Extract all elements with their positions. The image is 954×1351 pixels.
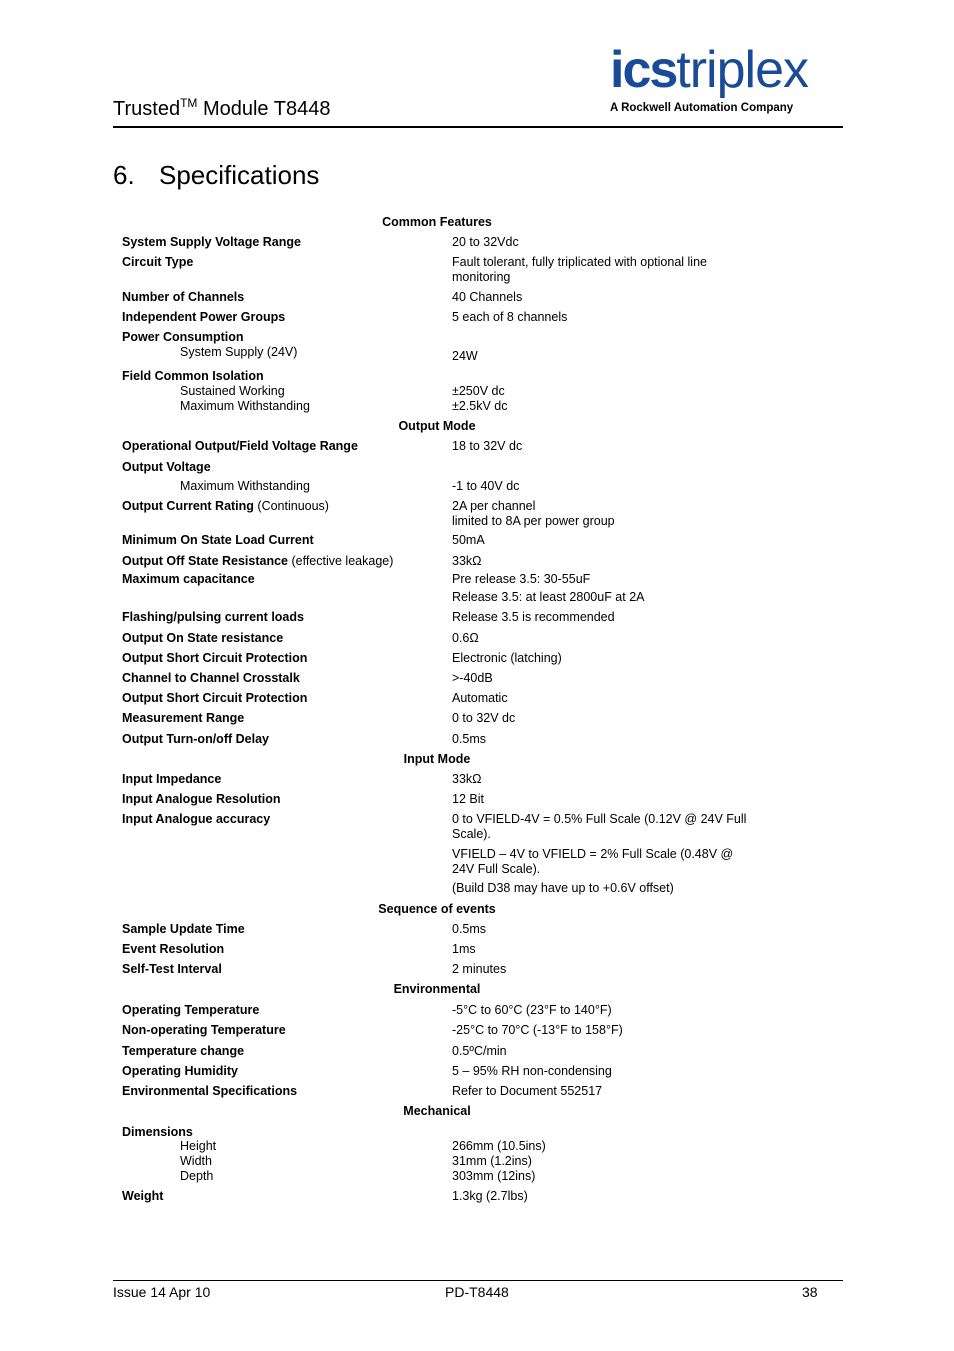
spec-value: 24W: [452, 349, 478, 363]
spec-value: Pre release 3.5: 30-55uF: [452, 572, 591, 586]
spec-label: Input Impedance: [122, 772, 222, 786]
spec-value: ±250V dc: [452, 384, 505, 398]
spec-value: 50mA: [452, 533, 485, 547]
spec-label: Operating Temperature: [122, 1003, 260, 1017]
spec-value: 40 Channels: [452, 290, 523, 304]
spec-label: Measurement Range: [122, 711, 245, 725]
spec-label-note: (effective leakage): [288, 554, 394, 568]
logo-tagline: A Rockwell Automation Company: [610, 102, 794, 114]
spec-value: 303mm (12ins): [452, 1169, 536, 1183]
spec-label: Operating Humidity: [122, 1064, 238, 1078]
spec-label: System Supply Voltage Range: [122, 235, 301, 249]
spec-label: Temperature change: [122, 1044, 245, 1058]
document-title: [113, 98, 330, 121]
spec-value: 1ms: [452, 942, 476, 956]
spec-value: 0 to VFIELD-4V = 0.5% Full Scale (0.12V @ 24V Full Scale).: [452, 812, 747, 841]
spec-label: Input Analogue accuracy: [122, 812, 271, 826]
title-suffix: Module T8448: [197, 98, 331, 120]
spec-sublabel: Height: [180, 1139, 217, 1153]
spec-sublabel: Maximum Withstanding: [180, 399, 310, 413]
spec-value: 0.5ms: [452, 732, 487, 746]
spec-label: Circuit Type: [122, 255, 194, 269]
footer-issue: Issue 14 Apr 10: [113, 1284, 211, 1300]
spec-value: -1 to 40V dc: [452, 479, 520, 493]
spec-label: Output Off State Resistance: [122, 554, 288, 568]
spec-value: 2 minutes: [452, 962, 507, 976]
spec-value: Release 3.5 is recommended: [452, 610, 615, 624]
group-heading-output: Output Mode: [398, 419, 476, 433]
spec-sublabel: Width: [180, 1154, 212, 1168]
spec-label: Output Turn-on/off Delay: [122, 732, 269, 746]
spec-label: Weight: [122, 1189, 164, 1203]
logo-triplex: triplex: [676, 41, 809, 99]
spec-value: Release 3.5: at least 2800uF at 2A: [452, 590, 645, 604]
spec-value: limited to 8A per power group: [452, 514, 615, 528]
spec-value: 31mm (1.2ins): [452, 1154, 532, 1168]
spec-value: 33kΩ: [452, 554, 482, 568]
spec-label: Channel to Channel Crosstalk: [122, 671, 300, 685]
header-divider: [113, 126, 843, 128]
spec-value: >-40dB: [452, 671, 493, 685]
spec-sublabel: Sustained Working: [180, 384, 285, 398]
spec-sublabel: Depth: [180, 1169, 214, 1183]
spec-label: Input Analogue Resolution: [122, 792, 281, 806]
spec-label: Output Short Circuit Protection: [122, 651, 308, 665]
spec-value: Refer to Document 552517: [452, 1084, 603, 1098]
spec-label: Field Common Isolation: [122, 369, 264, 383]
logo-ics: ics: [610, 41, 677, 99]
group-heading-environmental: Environmental: [393, 982, 481, 996]
spec-value: 5 – 95% RH non-condensing: [452, 1064, 612, 1078]
section-number: 6.: [113, 160, 135, 190]
spec-value: 33kΩ: [452, 772, 482, 786]
spec-label: Self-Test Interval: [122, 962, 222, 976]
spec-value: 0 to 32V dc: [452, 711, 516, 725]
spec-value: 18 to 32V dc: [452, 439, 523, 453]
spec-label: Operational Output/Field Voltage Range: [122, 439, 358, 453]
footer-page-number: 38: [802, 1284, 818, 1300]
spec-label: Number of Channels: [122, 290, 245, 304]
company-logo: [610, 41, 845, 114]
spec-value: 0.5ms: [452, 922, 487, 936]
spec-value: 12 Bit: [452, 792, 484, 806]
spec-label: Power Consumption: [122, 330, 244, 344]
group-heading-mechanical: Mechanical: [403, 1104, 471, 1118]
spec-value: 5 each of 8 channels: [452, 310, 568, 324]
spec-value: 20 to 32Vdc: [452, 235, 519, 249]
spec-label: Non-operating Temperature: [122, 1023, 286, 1037]
spec-label: Environmental Specifications: [122, 1084, 298, 1098]
spec-value: Electronic (latching): [452, 651, 562, 665]
spec-label: Output Short Circuit Protection: [122, 691, 308, 705]
spec-sublabel: System Supply (24V): [180, 345, 298, 359]
spec-label-note: (Continuous): [253, 499, 329, 513]
spec-value: 2A per channel: [452, 499, 536, 513]
section-heading: [113, 160, 319, 191]
spec-label: Sample Update Time: [122, 922, 245, 936]
section-title: Specifications: [159, 160, 320, 190]
group-heading-input: Input Mode: [403, 752, 471, 766]
spec-label: Maximum capacitance: [122, 572, 255, 586]
spec-label: Event Resolution: [122, 942, 225, 956]
spec-value: 0.5ºC/min: [452, 1044, 507, 1058]
footer-divider: [113, 1280, 843, 1281]
spec-value: 0.6Ω: [452, 631, 479, 645]
title-prefix: Trusted: [113, 98, 181, 120]
spec-value: -25°C to 70°C (-13°F to 158°F): [452, 1023, 623, 1037]
spec-label: Output On State resistance: [122, 631, 284, 645]
group-heading-soe: Sequence of events: [378, 902, 496, 916]
trademark-mark: TM: [180, 96, 198, 110]
spec-value: VFIELD – 4V to VFIELD = 2% Full Scale (0.48V @ 24V Full Scale).: [452, 847, 734, 876]
spec-label: Output Voltage: [122, 460, 211, 474]
spec-label: Dimensions: [122, 1125, 193, 1139]
spec-value: ±2.5kV dc: [452, 399, 508, 413]
spec-label: Output Current Rating: [122, 499, 254, 513]
group-heading-common: Common Features: [382, 215, 492, 229]
footer-doc-number: PD-T8448: [445, 1284, 509, 1300]
spec-value: 266mm (10.5ins): [452, 1139, 546, 1153]
spec-sublabel: Maximum Withstanding: [180, 479, 310, 493]
spec-value: (Build D38 may have up to +0.6V offset): [452, 881, 674, 895]
spec-value: 1.3kg (2.7lbs): [452, 1189, 528, 1203]
spec-label: Minimum On State Load Current: [122, 533, 314, 547]
spec-value: -5°C to 60°C (23°F to 140°F): [452, 1003, 612, 1017]
spec-value: Automatic: [452, 691, 508, 705]
spec-label: Independent Power Groups: [122, 310, 286, 324]
spec-value: Fault tolerant, fully triplicated with optional line monitoring: [452, 255, 707, 284]
spec-label: Flashing/pulsing current loads: [122, 610, 304, 624]
